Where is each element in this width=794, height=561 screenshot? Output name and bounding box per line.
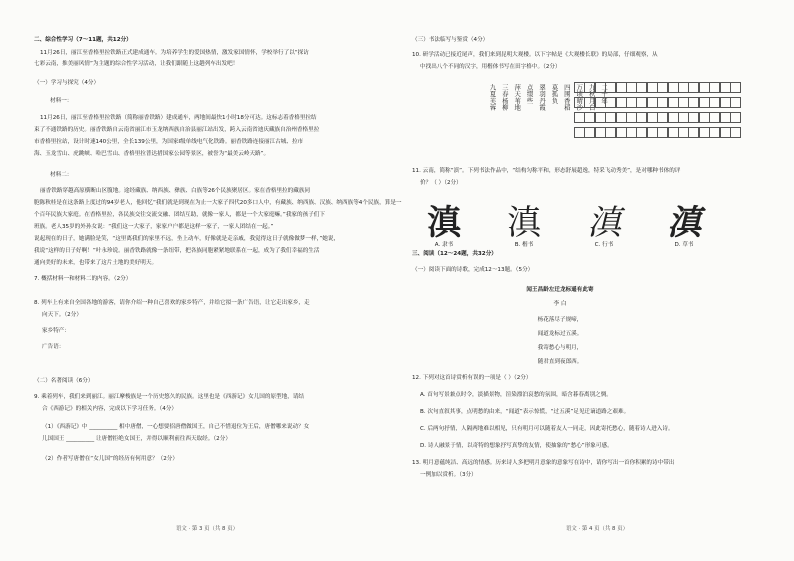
grid-cell[interactable] xyxy=(720,127,731,138)
couplet-column: 三春杨柳 xyxy=(500,84,509,111)
text-line: 通向美好的未来，也带来了这片土地的美好明天。 xyxy=(34,260,158,266)
couplet-column: 翠羽丹霞 xyxy=(538,84,547,111)
grid-cell[interactable] xyxy=(688,82,699,93)
text-line: 市香格里拉站，设计时速140公里，全长139公里，为国家Ⅰ级单线电气化铁路。丽香铁路连接丽江古城、拉市 xyxy=(34,139,304,145)
grid-cell[interactable] xyxy=(678,97,689,108)
grid-cell[interactable] xyxy=(636,112,647,123)
text-line: 材料一： xyxy=(50,98,73,104)
grid-cell[interactable] xyxy=(688,112,699,123)
couplet-column: 萍天苇地 xyxy=(513,84,522,111)
grid-cell[interactable] xyxy=(595,127,606,138)
grid-cell[interactable] xyxy=(605,127,616,138)
couplet-column: 四围香稻 xyxy=(562,84,571,111)
option-label: A. 隶书 xyxy=(434,242,454,248)
dian-glyph-kaishu: 滇 xyxy=(507,203,541,243)
couplet-column: 万顷晴沙 xyxy=(575,84,584,111)
grid-cell[interactable] xyxy=(636,127,647,138)
grid-cell[interactable] xyxy=(730,97,741,108)
grid-cell[interactable] xyxy=(647,127,658,138)
grid-cell[interactable] xyxy=(584,112,595,123)
text-line: 11. 云南，简称“滇”。下列书法作品中，“结构匀称平和，形态舒展超逸，特采飞动秀美”，是对哪种书体的评 xyxy=(412,168,681,174)
text-line: 12. 下列对这首诗赏析有误的一项是（ ）（2分） xyxy=(412,375,532,381)
text-line: 七彩云南，推美丽风情”为主题的综合性学习活动，让我们跟随上这趟列车出发吧！ xyxy=(34,61,239,67)
calligraphy-options xyxy=(414,205,714,249)
text-line: （一）学习与探究（4分） xyxy=(34,80,100,86)
grid-cell[interactable] xyxy=(709,82,720,93)
dian-glyph-caoshu: 滇 xyxy=(667,203,701,243)
text-line: 李 白 xyxy=(553,301,567,307)
text-line: 个百年民族大家庭。在香格里拉，各民族交往交流交融、团结互助，就像一家人，都是一个大家庭嘛。”我家的孩子们下 xyxy=(34,212,325,218)
grid-cell[interactable] xyxy=(616,127,627,138)
text-line: 班族。老人35岁的外孙女说：“我们这一大家子，家家户户都是这样一家子，一家人团结在一起。” xyxy=(34,224,274,230)
grid-cell[interactable] xyxy=(709,97,720,108)
grid-cell[interactable] xyxy=(647,82,658,93)
grid-cell[interactable] xyxy=(616,112,627,123)
grid-cell[interactable] xyxy=(730,112,741,123)
grid-cell[interactable] xyxy=(584,82,595,93)
grid-cell[interactable] xyxy=(616,97,627,108)
calligraphy-option-a[interactable] xyxy=(414,205,474,249)
text-line: 杨花落尽子规啼， xyxy=(537,317,583,323)
option-label: D. 草书 xyxy=(674,242,694,248)
text-line: 11月26日，丽江至香格里拉铁路（简称丽香铁路）建成通车，两地间最快1小时18分可达。这标志着香格里拉结 xyxy=(40,115,317,121)
grid-cell[interactable] xyxy=(616,82,627,93)
text-line: 我寄愁心与明月， xyxy=(537,345,583,351)
text-line: A. 首句写景兼点时令，淡描景物，渲染漂泊哀愁的氛围，暗含暮春离别之惆。 xyxy=(420,392,612,398)
grid-cell[interactable] xyxy=(636,97,647,108)
grid-cell[interactable] xyxy=(678,127,689,138)
text-line: 闻道龙标过五溪。 xyxy=(537,331,583,337)
grid-cell[interactable] xyxy=(657,97,668,108)
text-line: （三）书法临写与鉴赏（4分） xyxy=(412,37,489,43)
grid-cell[interactable] xyxy=(709,112,720,123)
dian-glyph-lishu: 滇 xyxy=(427,203,461,243)
grid-cell[interactable] xyxy=(688,97,699,108)
grid-cell[interactable] xyxy=(688,127,699,138)
grid-cell[interactable] xyxy=(584,97,595,108)
grid-cell[interactable] xyxy=(668,112,679,123)
text-line: 儿国国王 __________ 让唐僧拒绝女国王，并得以顺利前往西天取经。（2分） xyxy=(42,436,231,442)
text-line: 胞陈秋桂是在这条路上度过的94岁老人，他回忆“我们就是到现在为止一大家子四代20多口人中，有藏族、纳西族、汉族、纳西族等4个民族，算是一 xyxy=(34,200,402,206)
option-label: C. 行书 xyxy=(594,242,614,248)
grid-cell[interactable] xyxy=(636,82,647,93)
grid-cell[interactable] xyxy=(647,112,658,123)
grid-cell[interactable] xyxy=(720,112,731,123)
grid-row[interactable] xyxy=(574,82,741,93)
grid-cell[interactable] xyxy=(626,127,637,138)
text-line: B. 次句直叙其事，点明愁的由来，“闻道”表示惊慌，“过五溪”足见迁谪道路之艰难。 xyxy=(420,409,630,415)
text-line: 丽香铁路穿越高原横断山区腹地。途经藏族、纳西族、彝族、白族等26个民族聚居区。家在香格里拉的藏族同 xyxy=(40,188,311,194)
text-line: C. 后两句抒情，人隔两地难以相见，只有明月可以随着友人一同走，因此寄托愁心，随着诗人进入诗。 xyxy=(420,426,674,432)
grid-cell[interactable] xyxy=(584,127,595,138)
couplet-column: 莫孤负 xyxy=(550,84,559,104)
text-line: （二）名著阅读（6分） xyxy=(34,378,94,384)
grid-cell[interactable] xyxy=(730,82,741,93)
text-line: 中找出八个不同的汉字，用楷体书写在田字格中。（2分） xyxy=(420,64,561,70)
text-line: （一）阅读下面的诗歌，完成12～13题。（5分） xyxy=(412,267,534,273)
grid-cell[interactable] xyxy=(595,97,606,108)
text-line: 家乡特产： xyxy=(42,328,70,334)
grid-cell[interactable] xyxy=(574,127,585,138)
grid-cell[interactable] xyxy=(668,127,679,138)
couplet-column: 九夏芙蓉 xyxy=(488,84,497,111)
grid-cell[interactable] xyxy=(626,97,637,108)
grid-cell[interactable] xyxy=(668,97,679,108)
text-line: 材料二： xyxy=(50,172,73,178)
text-line: 我说“这样的日子好啊！”叶永珍说。丽香铁路就像一条纽带，把各族同胞紧紧地联系在一起，成为了我们幸福的生活 xyxy=(34,248,320,254)
couplet-column: 二十年 xyxy=(600,84,609,104)
text-line: 合《西游记》的相关内容，完成以下学习任务。（4分） xyxy=(42,406,178,412)
couplet-column: 九秋月白 xyxy=(587,84,596,111)
grid-row[interactable] xyxy=(574,97,741,108)
text-line: 10. 研学活动已接近尾声，我们来到昆明大观楼。以下字帖是《大观楼长联》的局部，仔细观察，从 xyxy=(412,52,658,58)
text-line: D. 诗人融景于情，以奇特的想象抒写真挚的友情，使抽象的“愁心”形象可感。 xyxy=(420,443,613,449)
text-line: 闻王昌龄左迁龙标遥有此寄 xyxy=(526,287,594,293)
text-line: 价？（ ）（2分） xyxy=(420,180,462,186)
text-line: 13. 明月意蕴纯洁、高远的情感。历来诗人多把明月意象的意象写在诗中，请你写出一首你积累的诗中带出 xyxy=(412,460,675,466)
text-line: 7. 概括材料一和材料二的内容。（2分） xyxy=(34,276,132,282)
grid-cell[interactable] xyxy=(730,127,741,138)
grid-cell[interactable] xyxy=(595,82,606,93)
text-line: 广告语： xyxy=(42,344,65,350)
page-footer-left: 语文 · 第 3 页（共 8 页） xyxy=(176,526,238,532)
grid-cell[interactable] xyxy=(626,82,637,93)
grid-cell[interactable] xyxy=(657,112,668,123)
grid-cell[interactable] xyxy=(605,82,616,93)
grid-cell[interactable] xyxy=(574,82,585,93)
text-line: 束了不通铁路的历史。丽香铁路自云南省丽江市玉龙纳西族自治县丽江站出发，跨入云南省迪庆藏族自治州香格里拉 xyxy=(34,127,320,133)
grid-cell[interactable] xyxy=(699,127,710,138)
grid-cell[interactable] xyxy=(720,82,731,93)
text-line: 11月26日，丽江至香格里拉铁路正式建成通车。为培养学生的爱国热情，激发家国情怀，学校举行了以“探访 xyxy=(40,50,309,56)
grid-cell[interactable] xyxy=(709,127,720,138)
text-line: 向天下。（2分） xyxy=(42,312,82,318)
dian-glyph-xingshu: 滇 xyxy=(587,203,621,243)
grid-cell[interactable] xyxy=(595,112,606,123)
grid-cell[interactable] xyxy=(657,82,668,93)
grid-cell[interactable] xyxy=(605,97,616,108)
text-line: 说起现在的日子，她满脸是笑，“这里离我们的家里不远，坐上动车，好像就是走亲戚，我觉得这日子就像做梦一样，”她说， xyxy=(34,236,340,242)
text-line: 随君直到夜郎西。 xyxy=(537,359,583,365)
calligraphy-option-b[interactable] xyxy=(494,205,554,249)
calligraphy-option-c[interactable] xyxy=(574,205,634,249)
grid-cell[interactable] xyxy=(657,127,668,138)
grid-cell[interactable] xyxy=(699,97,710,108)
grid-cell[interactable] xyxy=(605,112,616,123)
text-line: 8. 列车上有来自全国各地的游客，请你介绍一种自己喜欢的家乡特产，并给它拟一条广告语，让它走出家乡，走 xyxy=(34,300,310,306)
grid-cell[interactable] xyxy=(626,112,637,123)
text-line: 9. 乘着列车，我们来到丽江。丽江摩梭族是一个历史悠久的民族。这里也是《西游记》女儿国的原型地，请结 xyxy=(34,394,305,400)
text-line: 一例加以赏析。（3分） xyxy=(420,472,477,478)
grid-cell[interactable] xyxy=(647,97,658,108)
page-footer-right: 语文 · 第 4 页（共 8 页） xyxy=(566,526,628,532)
couplet-column: 点缀些 xyxy=(525,84,534,104)
calligraphy-option-d[interactable] xyxy=(654,205,714,249)
text-line: 海、玉龙雪山、虎跳峡、哈巴雪山、香格里拉普达措国家公园等景区，被誉为“最美云岭天路”。 xyxy=(34,151,270,157)
grid-row[interactable] xyxy=(574,127,741,138)
grid-cell[interactable] xyxy=(699,112,710,123)
grid-cell[interactable] xyxy=(699,82,710,93)
tianzige-grid[interactable] xyxy=(574,82,741,142)
grid-row[interactable] xyxy=(574,112,741,123)
grid-cell[interactable] xyxy=(668,82,679,93)
text-line: 二、综合性学习（7～11题，共12分） xyxy=(34,37,132,43)
option-label: B. 楷书 xyxy=(514,242,534,248)
text-line: （2）作者写唐僧在“女儿国”的经历有何用意？（2分） xyxy=(42,456,178,462)
text-line: （1）《西游记》中 __________ 相中唐僧，一心想要招唐僧做国王，自己不惜退位为王后，唐僧哪来说动？女 xyxy=(42,424,310,430)
text-line: 三、阅读（12～24题，共32分） xyxy=(412,251,497,257)
grid-cell[interactable] xyxy=(720,97,731,108)
grid-cell[interactable] xyxy=(678,82,689,93)
grid-cell[interactable] xyxy=(678,112,689,123)
grid-cell[interactable] xyxy=(574,97,585,108)
grid-cell[interactable] xyxy=(574,112,585,123)
